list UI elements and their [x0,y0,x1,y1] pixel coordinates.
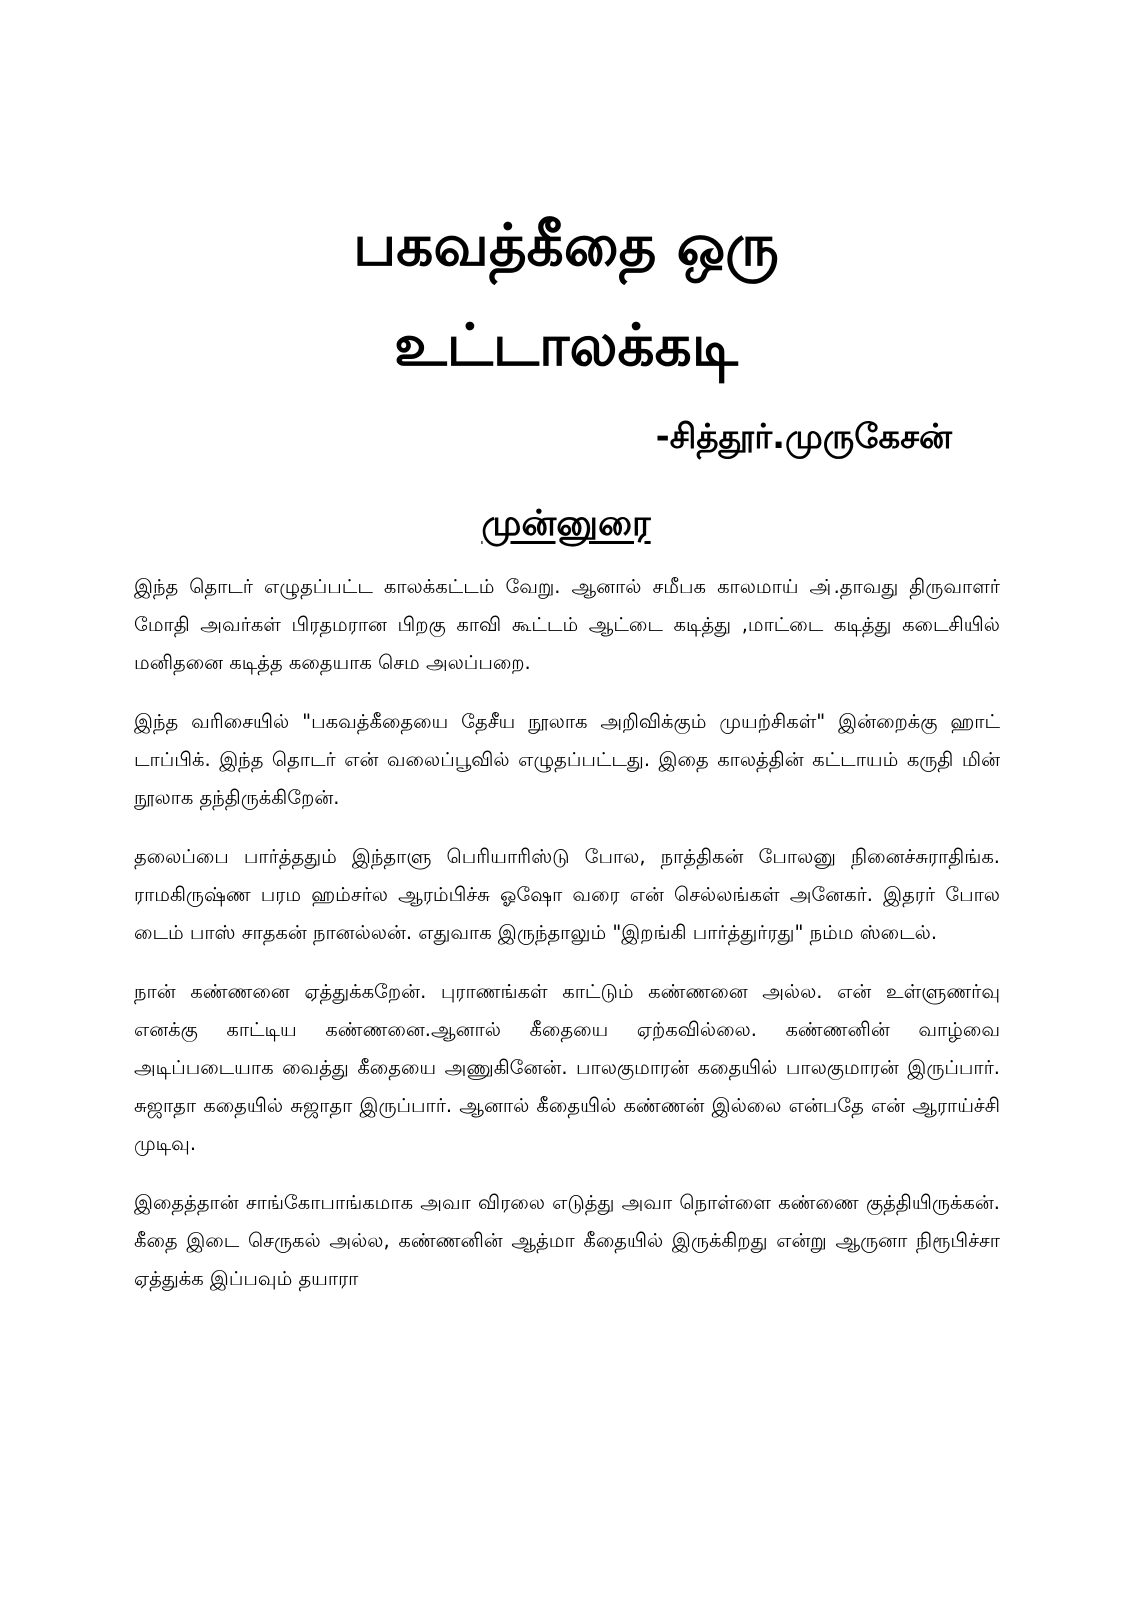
paragraph-5: இதைத்தான் சாங்கோபாங்கமாக அவா விரலை எடுத்து அவா நொள்ளை கண்ணை குத்தியிருக்கன். கீதை இடை செருகல் அல்ல, கண்ணனின் ஆத்மா கீதையில் இருக்கிறது என்று ஆருனா நிரூபிச்சா ஏத்துக்க இப்பவும் தயாரா [134,1191,1000,1290]
paragraph-3: தலைப்பை பார்த்ததும் இந்தாளு பெரியாரிஸ்டு போல, நாத்திகன் போலனு நினைச்சுராதிங்க. ராமகிருஷ்ண பரம ஹம்சர்ல ஆரம்பிச்சு ஓஷோ வரை என் செல்லங்கள் அனேகர். இதரர் போல டைம் பாஸ் சாதகன் நானல்லன். எதுவாக இருந்தாலும் "இறங்கி பார்த்துர்ரது" நம்ம ஸ்டைல். [134,845,1000,944]
author-name: -சித்தூர்.முருகேசன் [655,417,952,457]
title-line-2: உட்டாலக்கடி [394,311,738,379]
title-line-1: பகவத்கீதை ஒரு [353,211,779,279]
body-text [134,568,1000,1319]
section-heading-text: முன்னுரை [481,503,651,544]
section-heading [0,498,1132,550]
paragraph-1: இந்த தொடர் எழுதப்பட்ட காலக்கட்டம் வேறு. ஆனால் சமீபக காலமாய் அ்.தாவது திருவாளர் மோதி அவர்கள் பிரதமரான பிறகு காவி கூட்டம் ஆட்டை கடித்து ,மாட்டை கடித்து கடைசியில் மனிதனை கடித்த கதையாக செம அலப்பறை. [134,575,1000,674]
paragraph-2: இந்த வரிசையில் "பகவத்கீதையை தேசீய நூலாக அறிவிக்கும் முயற்சிகள்" இன்றைக்கு ஹாட் டாப்பிக். இந்த தொடர் என் வலைப்பூவில் எழுதப்பட்டது. இதை காலத்தின் கட்டாயம் கருதி மின் நூலாக தந்திருக்கிறேன். [134,710,1000,809]
paragraph-4: நான் கண்ணனை ஏத்துக்கறேன். புராணங்கள் காட்டும் கண்ணனை அல்ல. என் உள்ளுணர்வு எனக்கு காட்டிய கண்ணனை.ஆனால் கீதையை ஏற்கவில்லை. கண்ணனின் வாழ்வை அடிப்படையாக வைத்து கீதையை அணுகினேன். பாலகுமாரன் கதையில் பாலகுமாரன் இருப்பார். சுஜாதா கதையில் சுஜாதா இருப்பார். ஆனால் கீதையில் கண்ணன் இல்லை என்பதே என் ஆராய்ச்சி முடிவு. [134,980,1000,1155]
